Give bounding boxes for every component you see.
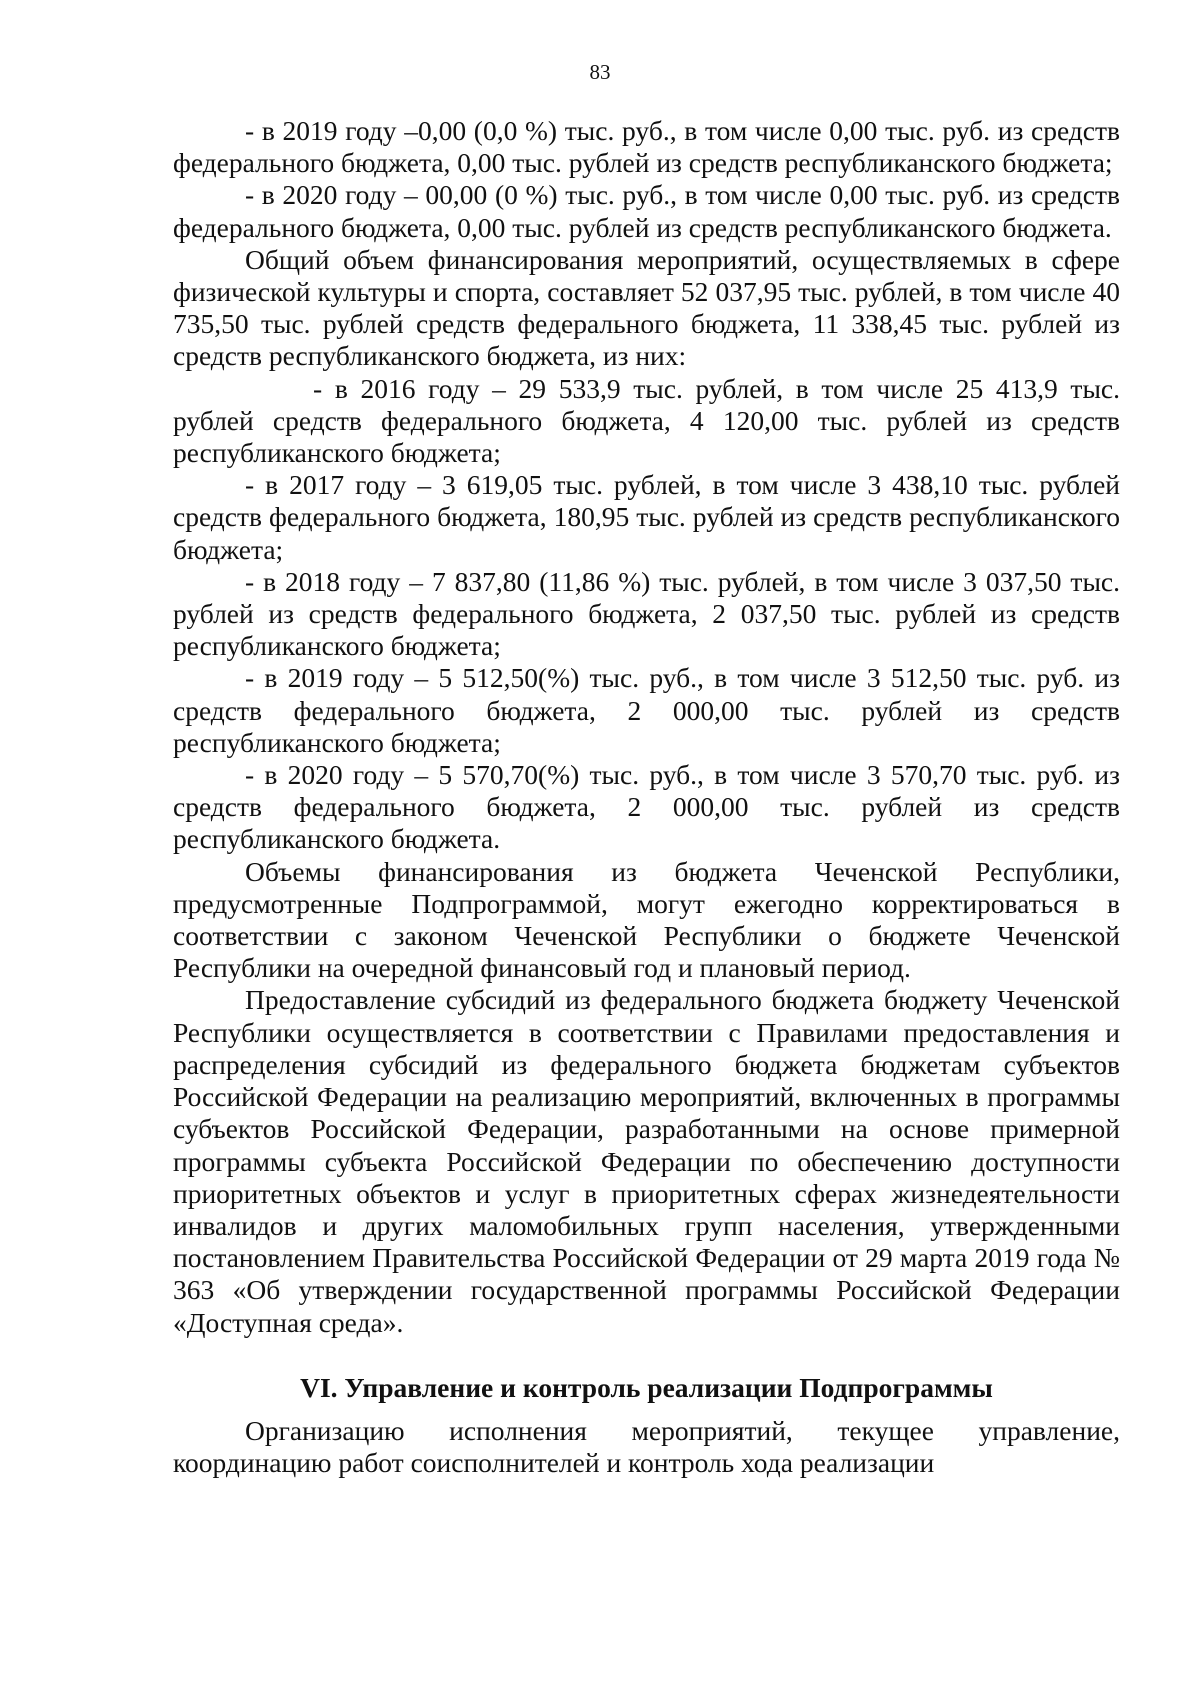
paragraph-2017: - в 2017 году – 3 619,05 тыс. рублей, в том числе 3 438,10 тыс. рублей средств федерального бюджета, 180,95 тыс. рублей из средств республиканского бюджета;: [173, 469, 1120, 565]
paragraph-2019: - в 2019 году – 5 512,50(%) тыс. руб., в том числе 3 512,50 тыс. руб. из средств федерального бюджета, 2 000,00 тыс. рублей из средств республиканского бюджета;: [173, 662, 1120, 758]
paragraph-2019-zero: - в 2019 году –0,00 (0,0 %) тыс. руб., в том числе 0,00 тыс. руб. из средств федерального бюджета, 0,00 тыс. рублей из средств республиканского бюджета;: [173, 115, 1120, 179]
paragraph-budget-adjustment: Объемы финансирования из бюджета Чеченской Республики, предусмотренные Подпрограммой, могут ежегодно корректироваться в соответствии с законом Чеченской Республики о бюджете Чеченской Республики на очередной финансовый год и плановый период.: [173, 855, 1120, 984]
paragraph-management: Организацию исполнения мероприятий, текущее управление, координацию работ соисполнителей и контроль хода реализации: [173, 1414, 1120, 1478]
paragraph-subsidies: Предоставление субсидий из федерального бюджета бюджету Чеченской Республики осуществляется в соответствии с Правилами предоставления и распределения субсидий из федерального бюджета бюджетам субъектов Российской Федерации на реализацию мероприятий, включенных в программы субъектов Российской Федерации, разработанными на основе примерной программы субъекта Российской Федерации по обеспечению доступности приоритетных объектов и услуг в приоритетных сферах жизнедеятельности инвалидов и других маломобильных групп населения, утвержденными постановлением Правительства Российской Федерации от 29 марта 2019 года № 363 «Об утверждении государственной программы Российской Федерации «Доступная среда».: [173, 984, 1120, 1338]
paragraph-2016: - в 2016 году – 29 533,9 тыс. рублей, в том числе 25 413,9 тыс. рублей средств федерального бюджета, 4 120,00 тыс. рублей из средств республиканского бюджета;: [173, 372, 1120, 469]
paragraph-2018: - в 2018 году – 7 837,80 (11,86 %) тыс. рублей, в том числе 3 037,50 тыс. рублей из средств федерального бюджета, 2 037,50 тыс. рублей из средств республиканского бюджета;: [173, 565, 1120, 662]
paragraph-2020-zero: - в 2020 году – 00,00 (0 %) тыс. руб., в том числе 0,00 тыс. руб. из средств федерального бюджета, 0,00 тыс. рублей из средств республиканского бюджета.: [173, 179, 1120, 243]
page-number: 83: [589, 60, 611, 84]
paragraph-2020: - в 2020 году – 5 570,70(%) тыс. руб., в том числе 3 570,70 тыс. руб. из средств федерального бюджета, 2 000,00 тыс. рублей из средств республиканского бюджета.: [173, 759, 1120, 855]
section-heading: VI. Управление и контроль реализации Подпрограммы: [300, 1371, 993, 1403]
document-body: [173, 115, 1120, 1479]
paragraph-total-financing: Общий объем финансирования мероприятий, осуществляемых в сфере физической культуры и спорта, составляет 52 037,95 тыс. рублей, в том числе 40 735,50 тыс. рублей средств федерального бюджета, 11 338,45 тыс. рублей из средств республиканского бюджета, из них:: [173, 243, 1120, 372]
